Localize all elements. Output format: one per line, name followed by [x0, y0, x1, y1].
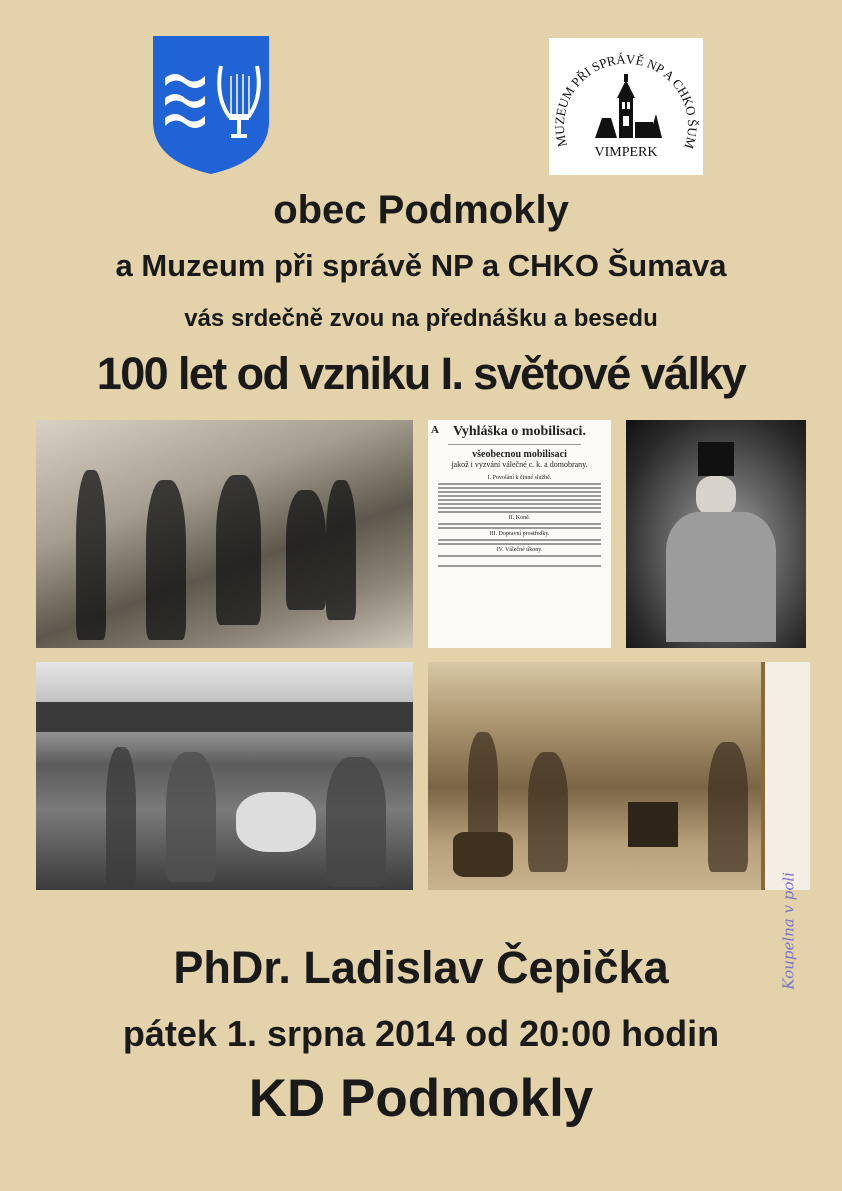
event-title: 100 let od vzniku I. světové války [96, 348, 746, 399]
document-subtitle-2: jakož i vyzvání válečné c. k. a domobrany. [451, 460, 588, 469]
document-subtitle: všeobecnou mobilisaci [472, 449, 567, 460]
document-corner-letter: A [431, 424, 439, 436]
museum-town: VIMPERK [594, 145, 658, 160]
document-section-4: IV. Válečné úkony. [496, 547, 543, 553]
handwritten-caption: Koupelna v poli [780, 872, 798, 990]
speaker-name: PhDr. Ladislav Čepička [173, 942, 669, 993]
event-venue: KD Podmokly [248, 1069, 594, 1128]
podmokly-coat-of-arms [153, 36, 269, 174]
organizer-line: obec Podmokly [273, 188, 569, 232]
museum-ring-text: MUZEUM PŘI SPRÁVĚ NP A CHKO ŠUM [551, 51, 701, 151]
photo-emperor-franz-joseph [626, 420, 806, 648]
invitation-line: vás srdečně zvou na přednášku a besedu [184, 305, 658, 332]
photo-mobilization-notice [428, 420, 611, 648]
document-section-2: II. Koně. [508, 515, 531, 521]
document-title: Vyhláška o mobilisaci. [453, 424, 586, 439]
photo-sarajevo-arrest [36, 420, 413, 648]
document-section-3: III. Dopravní prostředky. [489, 531, 550, 537]
document-section-1: I. Povolání k činné službě. [487, 475, 552, 481]
event-date-time: pátek 1. srpna 2014 od 20:00 hodin [122, 1013, 720, 1054]
museum-logo [549, 38, 703, 175]
photo-soldiers-dugout [36, 662, 413, 890]
co-organizer-line: a Muzeum při správě NP a CHKO Šumava [115, 248, 727, 283]
photo-field-bath [428, 662, 806, 990]
